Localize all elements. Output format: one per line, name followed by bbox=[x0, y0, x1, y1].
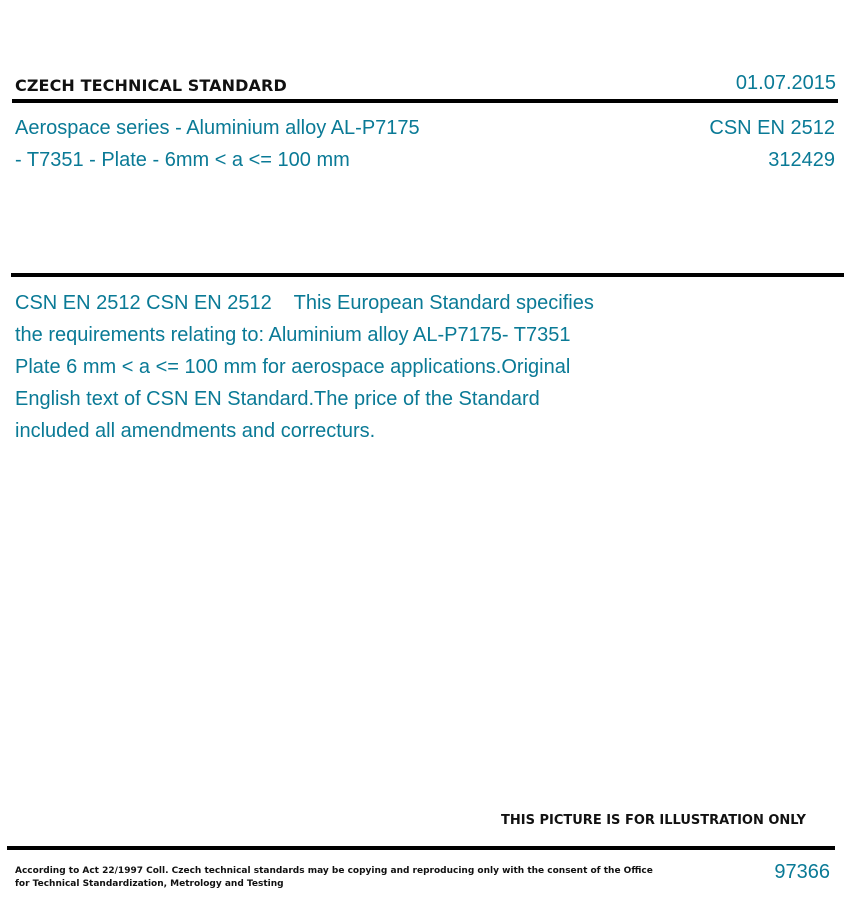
publication-date: 01.07.2015 bbox=[735, 72, 836, 94]
legal-notice-line-1: According to Act 22/1997 Coll. Czech technical standards may be copying and reproducing only with the consent of the Office bbox=[15, 866, 653, 876]
document-id: 97366 bbox=[774, 861, 830, 883]
standard-title-line-2: - T7351 - Plate - 6mm < a <= 100 mm bbox=[15, 149, 350, 171]
title-divider bbox=[11, 273, 844, 277]
standard-title-line-1: Aerospace series - Aluminium alloy AL-P7175 bbox=[15, 117, 420, 139]
legal-notice-line-2: for Technical Standardization, Metrology and Testing bbox=[15, 879, 284, 889]
description-line: CSN EN 2512 CSN EN 2512 This European Standard specifies bbox=[15, 292, 594, 314]
description-line: Plate 6 mm < a <= 100 mm for aerospace applications.Original bbox=[15, 356, 571, 378]
description-line: English text of CSN EN Standard.The price of the Standard bbox=[15, 388, 540, 410]
catalog-number: 312429 bbox=[768, 149, 835, 171]
standard-code: CSN EN 2512 bbox=[709, 117, 835, 139]
description-line: included all amendments and correcturs. bbox=[15, 420, 376, 442]
footer-divider bbox=[7, 846, 835, 850]
document-type-label: CZECH TECHNICAL STANDARD bbox=[15, 76, 287, 95]
legal-notice bbox=[15, 865, 653, 891]
header-divider bbox=[12, 99, 838, 103]
illustration-disclaimer: THIS PICTURE IS FOR ILLUSTRATION ONLY bbox=[501, 813, 806, 828]
description-line: the requirements relating to: Aluminium alloy AL-P7175- T7351 bbox=[15, 324, 571, 346]
